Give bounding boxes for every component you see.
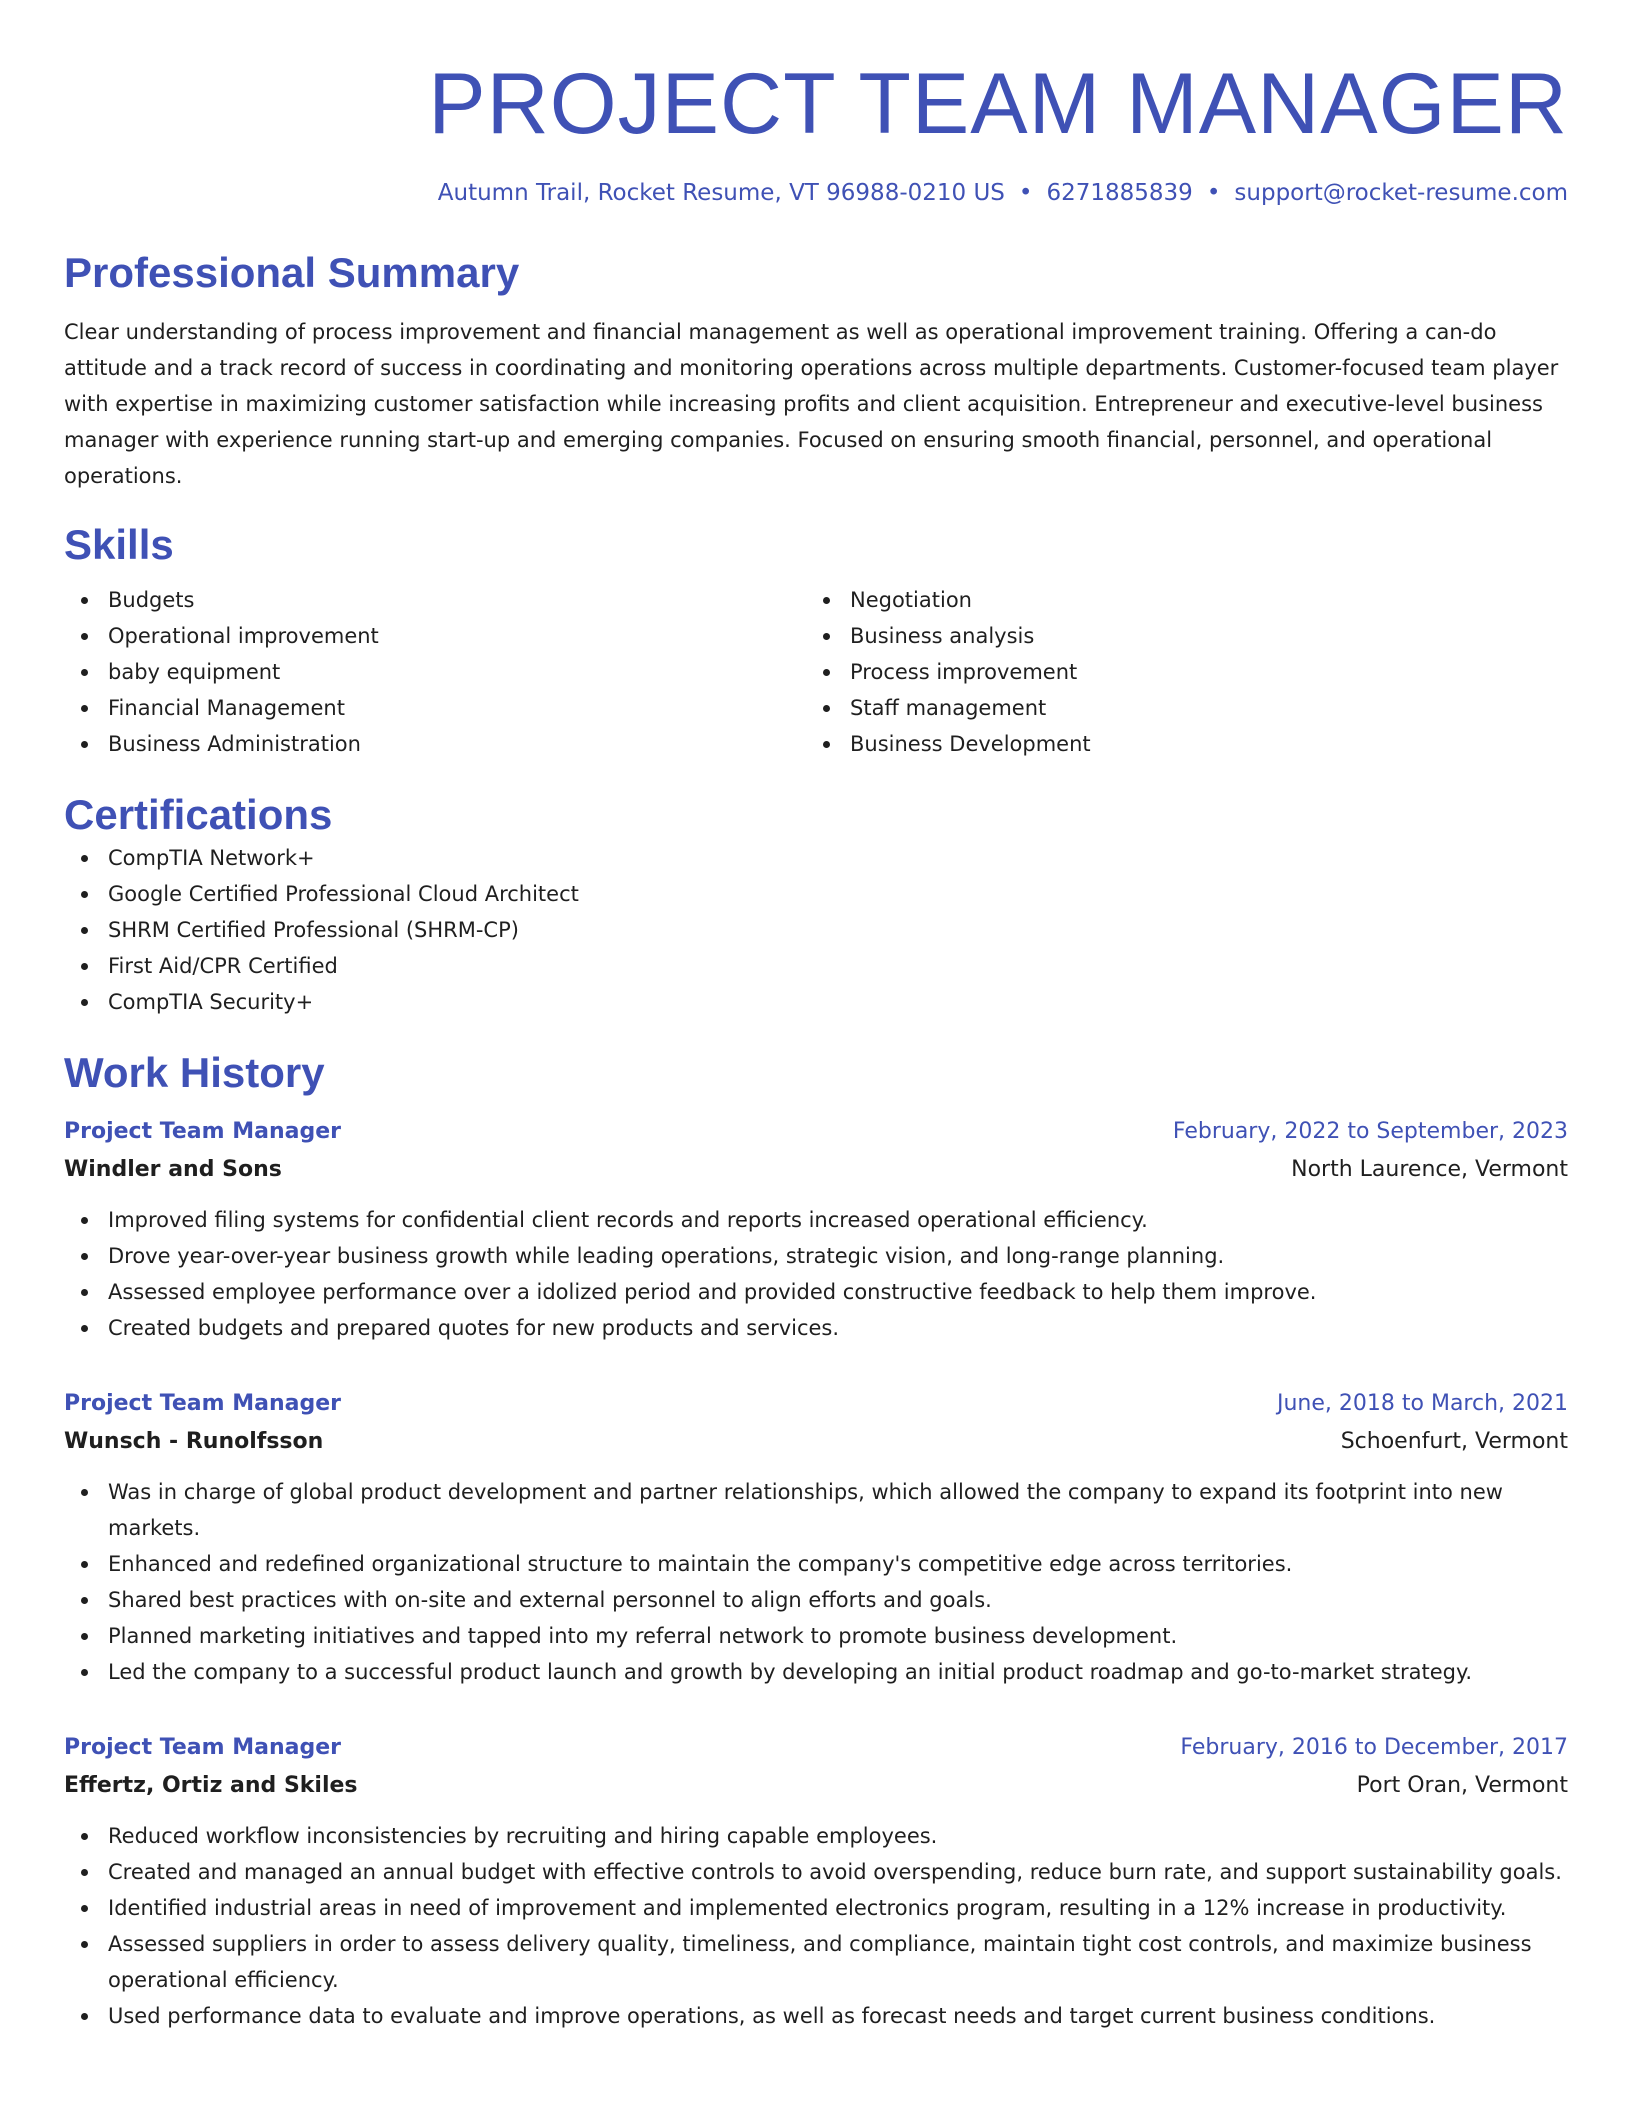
job-bullets <box>64 1474 1568 1690</box>
job-bullet: Enhanced and redefined organizational structure to maintain the company's competitive edge across territories. <box>64 1546 1568 1582</box>
summary-text: Clear understanding of process improvement and financial management as well as operational improvement training. Offering a can-do attitude and a track record of success in coordinating and monitoring operations across multiple departments. Customer-focused team player with expertise in maximizing customer satisfaction while increasing profits and client acquisition. Entrepreneur and executive-level business manager with experience running start-up and emerging companies. Focused on ensuring smooth financial, personnel, and operational operations. <box>64 320 1559 488</box>
job-location: Port Oran, Vermont <box>1356 1773 1568 1798</box>
certification-item: CompTIA Network+ <box>64 840 1568 876</box>
job-dates: February, 2022 to September, 2023 <box>1172 1119 1568 1144</box>
contact-line <box>64 178 1568 208</box>
job-title-row <box>64 1114 1568 1150</box>
contact-address: Autumn Trail, Rocket Resume, VT 96988-0210 US <box>437 180 1005 206</box>
job-title-row <box>64 1730 1568 1766</box>
job-bullets <box>64 1818 1568 2034</box>
skills-right-column <box>806 582 1548 762</box>
certification-item: CompTIA Security+ <box>64 984 1568 1020</box>
skills-left-column <box>64 582 806 762</box>
resume-name: PROJECT TEAM MANAGER <box>428 56 1568 152</box>
job-company: Effertz, Ortiz and Skiles <box>64 1773 358 1798</box>
job-company-row <box>64 1422 1568 1462</box>
job-title: Project Team Manager <box>64 1391 341 1416</box>
job-bullet: Planned marketing initiatives and tapped into my referral network to promote business development. <box>64 1618 1568 1654</box>
skill-item: Business Development <box>806 726 1548 762</box>
skill-item: Business analysis <box>806 618 1548 654</box>
skill-item: Process improvement <box>806 654 1548 690</box>
work-history-heading: Work History <box>64 1049 325 1096</box>
contact-email[interactable]: support@rocket-resume.com <box>1234 180 1568 206</box>
job-bullet: Shared best practices with on-site and external personnel to align efforts and goals. <box>64 1582 1568 1618</box>
skill-item: Business Administration <box>64 726 806 762</box>
job-bullet: Led the company to a successful product launch and growth by developing an initial product roadmap and go-to-market strategy. <box>64 1654 1568 1690</box>
job-title: Project Team Manager <box>64 1735 341 1760</box>
certification-item: SHRM Certified Professional (SHRM-CP) <box>64 912 1568 948</box>
skill-item: Operational improvement <box>64 618 806 654</box>
job-bullet: Created and managed an annual budget with effective controls to avoid overspending, reduce burn rate, and support sustainability goals. <box>64 1854 1568 1890</box>
resume-page <box>64 0 1568 2034</box>
contact-separator: • <box>1206 180 1221 206</box>
skill-item: Financial Management <box>64 690 806 726</box>
job-bullet: Created budgets and prepared quotes for new products and services. <box>64 1310 1568 1346</box>
job-bullet: Drove year-over-year business growth while leading operations, strategic vision, and long-range planning. <box>64 1238 1568 1274</box>
certifications-heading: Certifications <box>64 791 333 838</box>
job-company: Windler and Sons <box>64 1157 282 1182</box>
job-bullet: Was in charge of global product development and partner relationships, which allowed the company to expand its footprint into new markets. <box>64 1474 1568 1546</box>
job-title-row <box>64 1386 1568 1422</box>
certifications-list <box>64 840 1568 1020</box>
job-company: Wunsch - Runolfsson <box>64 1429 324 1454</box>
certification-item: First Aid/CPR Certified <box>64 948 1568 984</box>
job-entry <box>64 1386 1568 1690</box>
job-location: Schoenfurt, Vermont <box>1340 1429 1568 1454</box>
job-company-row <box>64 1766 1568 1806</box>
job-entry <box>64 1730 1568 2034</box>
job-company-row <box>64 1150 1568 1190</box>
job-bullet: Used performance data to evaluate and improve operations, as well as forecast needs and target current business conditions. <box>64 1998 1568 2034</box>
job-dates: February, 2016 to December, 2017 <box>1180 1735 1568 1760</box>
skills-left-list <box>64 582 806 762</box>
certification-item: Google Certified Professional Cloud Architect <box>64 876 1568 912</box>
job-bullet: Identified industrial areas in need of improvement and implemented electronics program, resulting in a 12% increase in productivity. <box>64 1890 1568 1926</box>
job-bullet: Improved filing systems for confidential client records and reports increased operational efficiency. <box>64 1202 1568 1238</box>
skill-item: Staff management <box>806 690 1548 726</box>
job-bullet: Assessed suppliers in order to assess delivery quality, timeliness, and compliance, maintain tight cost controls, and maximize business operational efficiency. <box>64 1926 1568 1998</box>
job-dates: June, 2018 to March, 2021 <box>1277 1391 1568 1416</box>
job-bullet: Reduced workflow inconsistencies by recruiting and hiring capable employees. <box>64 1818 1568 1854</box>
job-bullet: Assessed employee performance over a idolized period and provided constructive feedback to help them improve. <box>64 1274 1568 1310</box>
summary-heading: Professional Summary <box>64 249 520 296</box>
job-title: Project Team Manager <box>64 1119 341 1144</box>
skill-item: baby equipment <box>64 654 806 690</box>
skills-heading: Skills <box>64 521 174 568</box>
job-entry <box>64 1114 1568 1346</box>
skills-grid <box>64 582 1568 762</box>
job-location: North Laurence, Vermont <box>1291 1157 1568 1182</box>
contact-phone: 6271885839 <box>1046 180 1193 206</box>
skills-right-list <box>806 582 1548 762</box>
job-bullets <box>64 1202 1568 1346</box>
skill-item: Budgets <box>64 582 806 618</box>
contact-separator: • <box>1018 180 1033 206</box>
skill-item: Negotiation <box>806 582 1548 618</box>
